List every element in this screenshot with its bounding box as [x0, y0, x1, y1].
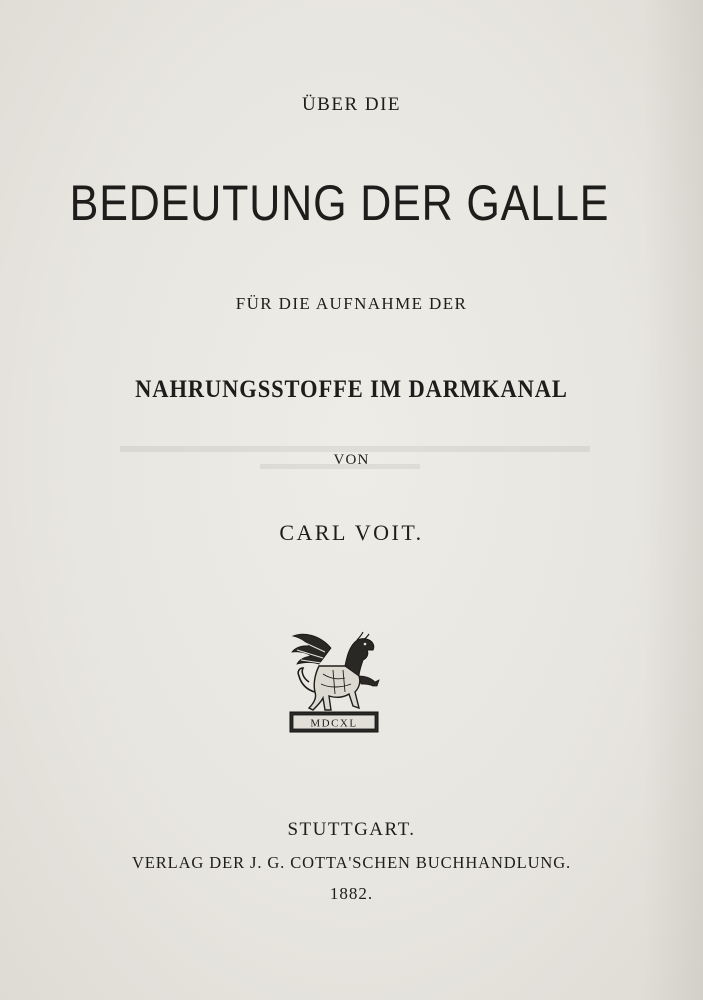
griffin-wing — [292, 634, 331, 664]
griffin-emblem-icon — [289, 626, 381, 734]
author-name: CARL VOIT. — [279, 520, 424, 545]
by-word: VON — [333, 452, 370, 468]
publisher-name: VERLAG DER J. G. COTTA'SCHEN BUCHHANDLUNG. — [131, 853, 572, 872]
plaque-text: MDCXL — [310, 717, 358, 730]
title-line-1: ÜBER DIE — [301, 94, 402, 115]
publication-city: STUTTGART. — [287, 819, 416, 840]
griffin-raised-claw — [359, 676, 379, 686]
subtitle: NAHRUNGSSTOFFE IM DARMKANAL — [135, 376, 568, 403]
publication-year: 1882. — [329, 884, 374, 903]
main-title: BEDEUTUNG DER GALLE — [69, 175, 610, 231]
griffin-tail — [298, 668, 315, 692]
title-line-3: FÜR DIE AUFNAHME DER — [235, 294, 468, 313]
